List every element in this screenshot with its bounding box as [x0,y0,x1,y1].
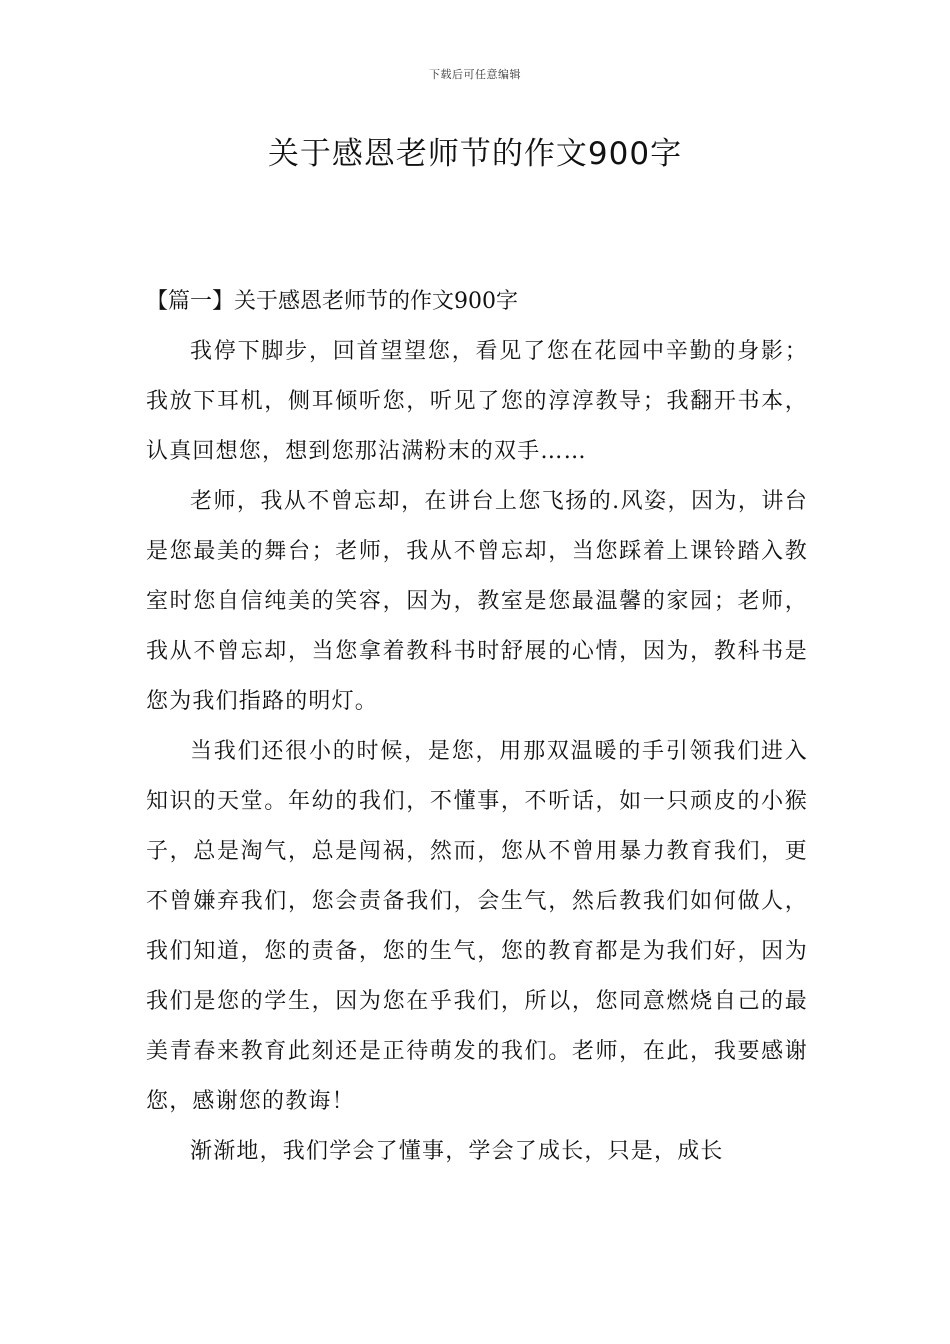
paragraph-4: 渐渐地，我们学会了懂事，学会了成长，只是，成长 [190,1139,724,1164]
header-note: 下载后可任意编辑 [429,68,521,81]
paragraph-1: 我停下脚步，回首望望您，看见了您在花园中辛勤的身影；我放下耳机，侧耳倾听您，听见了您的淳淳教导；我翻开书本，认真回想您，想到您那沾满粉末的双手…… [146,339,808,464]
paragraph-2: 老师，我从不曾忘却，在讲台上您飞扬的.风姿，因为，讲台是您最美的舞台；老师，我从不曾忘却，当您踩着上课铃踏入教室时您自信纯美的笑容，因为，教室是您最温馨的家园；老师，我从不曾忘却，当您拿着教科书时舒展的心情，因为，教科书是您为我们指路的明灯。 [146,489,808,714]
document-body [146,277,808,1177]
section-heading: 【篇一】关于感恩老师节的作文900字 [146,289,518,314]
paragraph-3: 当我们还很小的时候，是您，用那双温暖的手引领我们进入知识的天堂。年幼的我们，不懂事，不听话，如一只顽皮的小猴子，总是淘气，总是闯祸，然而，您从不曾用暴力教育我们，更不曾嫌弃我们，您会责备我们，会生气，然后教我们如何做人，我们知道，您的责备，您的生气，您的教育都是为我们好，因为我们是您的学生，因为您在乎我们，所以，您同意燃烧自己的最美青春来教育此刻还是正待萌发的我们。老师，在此，我要感谢您，感谢您的教诲！ [146,739,808,1114]
document-title: 关于感恩老师节的作文900字 [267,136,683,172]
